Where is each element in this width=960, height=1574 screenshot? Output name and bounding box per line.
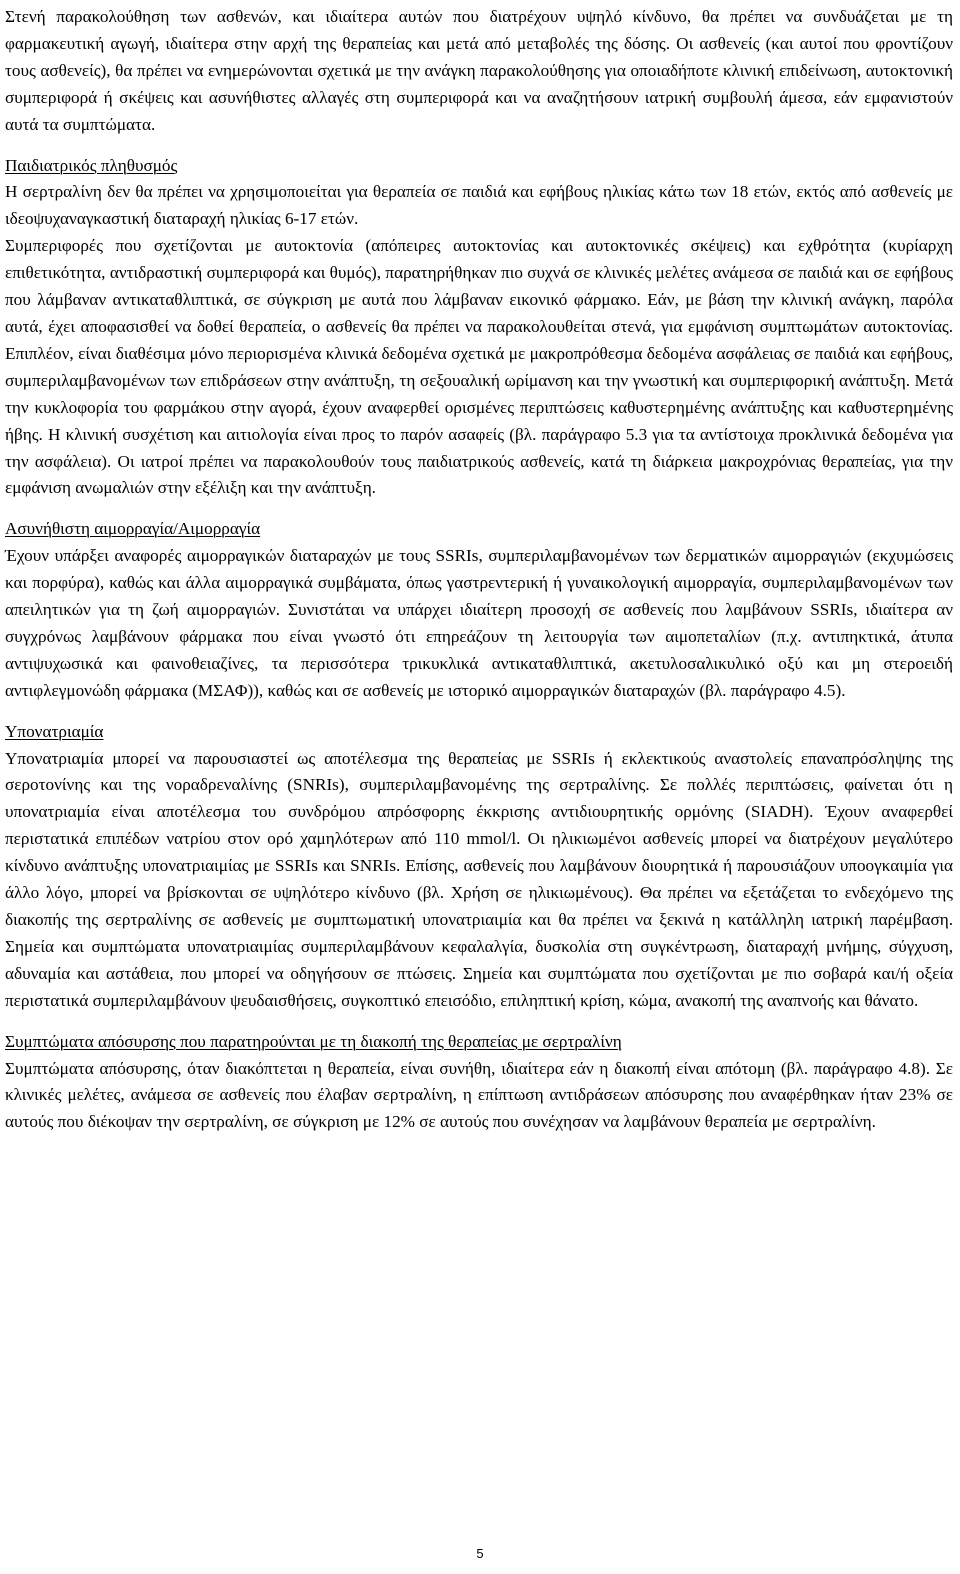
section-gap — [5, 139, 953, 153]
hyponatremia-section — [5, 719, 953, 1015]
section-heading-withdrawal: Συμπτώματα απόσυρσης που παρατηρούνται με τη διακοπή της θεραπείας με σερτραλίνη — [5, 1031, 622, 1051]
section-heading-bleeding: Ασυνήθιστη αιμορραγία/Αιμορραγία — [5, 519, 261, 539]
section-gap — [5, 502, 953, 516]
hyponatremia-paragraph: Υπονατριαμία μπορεί να παρουσιαστεί ως αποτέλεσμα της θεραπείας με SSRIs ή εκλεκτικούς αναστολείς επαναπρόσληψης της σεροτονίνης και της νοραδρεναλίνης (SNRIs), συμπεριλαμβανομένης της σερτραλίνης. Σε πολλές περιπτώσεις, φαίνεται ότι η υπονατριαμία είναι αποτέλεσμα του συνδρόμου απρόσφορης έκκρισης αντιδιουρητικής ορμόνης (SIADH). Έχουν αναφερθεί περιστατικά επιπέδων νατρίου στον ορό χαμηλότερων από 110 mmol/l. Οι ηλικιωμένοι ασθενείς μπορεί να διατρέχουν μεγαλύτερο κίνδυνο ανάπτυξης υπονατριαιμίας με SSRIs και SNRIs. Επίσης, ασθενείς που λαμβάνουν διουρητικά ή παρουσιάζουν υποογκαιμία για άλλο λόγο, μπορεί να βρίσκονται σε υψηλότερο κίνδυνο (βλ. Χρήση σε ηλικιωμένους). Θα πρέπει να εξετάζεται το ενδεχόμενο της διακοπής της σερτραλίνης σε ασθενείς με συμπτωματική υπονατριαιμία και θα πρέπει να ξεκινά η κατάλληλη ιατρική παρέμβαση. Σημεία και συμπτώματα υπονατριαιμίας συμπεριλαμβάνουν κεφαλαλγία, δυσκολία στη συγκέντρωση, διαταραχή μνήμης, σύγχυση, αδυναμία και αστάθεια, που μπορεί να οδηγήσουν σε πτώσεις. Σημεία και συμπτώματα που σχετίζονται με πιο σοβαρά και/ή οξεία περιστατικά συμπεριλαμβάνουν ψευδαισθήσεις, συγκοπτικό επεισόδιο, επιληπτική κρίση, κώμα, ανακοπή της αναπνοής και θάνατο. — [5, 748, 953, 1010]
pediatric-section — [5, 153, 953, 503]
section-gap — [5, 1015, 953, 1029]
bleeding-paragraph: Έχουν υπάρξει αναφορές αιμορραγικών διαταραχών με τους SSRIs, συμπεριλαμβανομένων των δερματικών αιμορραγιών (εκχυμώσεις και πορφύρα), καθώς και άλλα αιμορραγικά συμβάματα, όπως γαστρεντερική ή γυναικολογική αιμορραγία, συμπεριλαμβανομένων των απειλητικών για τη ζωή αιμορραγιών. Συνιστάται να υπάρχει ιδιαίτερη προσοχή σε ασθενείς που λαμβάνουν SSRIs, ιδιαίτερα αν συγχρόνως λαμβάνουν φάρμακα που είναι γνωστό ότι επηρεάζουν τη λειτουργία των αιμοπεταλίων (π.χ. αντιπηκτικά, άτυπα αντιψυχωσικά και φαινοθειαζίνες, τα περισσότερα τρικυκλικά αντικαταθλιπτικά, ακετυλοσαλικυλικό οξύ και μη στεροειδή αντιφλεγμονώδη φάρμακα (ΜΣΑΦ)), καθώς και σε ασθενείς με ιστορικό αιμορραγικών διαταραχών (βλ. παράγραφο 4.5). — [5, 546, 953, 700]
withdrawal-section — [5, 1029, 953, 1137]
intro-paragraph: Στενή παρακολούθηση των ασθενών, και ιδιαίτερα αυτών που διατρέχουν υψηλό κίνδυνο, θα πρέπει να συνδυάζεται με τη φαρμακευτική αγωγή, ιδιαίτερα στην αρχή της θεραπείας και μετά από μεταβολές της δόσης. Οι ασθενείς (και αυτοί που φροντίζουν τους ασθενείς), θα πρέπει να ενημερώνονται σχετικά με την ανάγκη παρακολούθησης για οποιαδήποτε κλινική επιδείνωση, αυτοκτονική συμπεριφορά ή σκέψεις και ασυνήθιστες αλλαγές στη συμπεριφορά και να αναζητήσουν ιατρική συμβουλή άμεσα, εάν εμφανιστούν αυτά τα συμπτώματα. — [5, 7, 953, 134]
section-gap — [5, 705, 953, 719]
section-heading-pediatric: Παιδιατρικός πληθυσμός — [5, 155, 178, 175]
bleeding-section — [5, 516, 953, 704]
page-number: 5 — [476, 1546, 484, 1561]
withdrawal-paragraph: Συμπτώματα απόσυρσης, όταν διακόπτεται η θεραπεία, είναι συνήθη, ιδιαίτερα εάν η διακοπή είναι απότομη (βλ. παράγραφο 4.8). Σε κλινικές μελέτες, ανάμεσα σε ασθενείς που έλαβαν σερτραλίνη, η επίπτωση αντιδράσεων απόσυρσης που αναφέρθηκαν ήταν 23% σε αυτούς που διέκοψαν την σερτραλίνη, σε σύγκριση με 12% σε αυτούς που συνέχησαν να λαμβάνουν θεραπεία με σερτραλίνη. — [5, 1058, 953, 1132]
pediatric-paragraph-2: Συμπεριφορές που σχετίζονται με αυτοκτονία (απόπειρες αυτοκτονίας και αυτοκτονικές σκέψεις) και εχθρότητα (κυρίαρχη επιθετικότητα, αντιδραστική συμπεριφορά και θυμός), παρατηρήθηκαν πιο συχνά σε κλινικές μελέτες ανάμεσα σε παιδιά και σε εφήβους που λάμβαναν αντικαταθλιπτικά, σε σύγκριση με αυτά που λάμβαναν εικονικό φάρμακο. Εάν, με βάση την κλινική ανάγκη, παρόλα αυτά, έχει αποφασισθεί να δοθεί θεραπεία, ο ασθενείς θα πρέπει να παρακολουθείται στενά, για εμφάνιση συμπτωμάτων αυτοκτονίας. Επιπλέον, είναι διαθέσιμα μόνο περιορισμένα κλινικά δεδομένα σχετικά με μακροπρόθεσμα δεδομένα ασφάλειας σε παιδιά και εφήβους, συμπεριλαμβανομένων των επιδράσεων στην ανάπτυξη, τη σεξουαλική ωρίμανση και την γνωστική και συμπεριφορική ανάπτυξη. Μετά την κυκλοφορία του φαρμάκου στην αγορά, έχουν αναφερθεί ορισμένες περιπτώσεις καθυστερημένης ανάπτυξης και καθυστερημένης ήβης. Η κλινική συσχέτιση και αιτιολογία είναι προς το παρόν ασαφείς (βλ. παράγραφο 5.3 για τα αντίστοιχα προκλινικά δεδομένα για την ασφάλεια). Οι ιατροί πρέπει να παρακολουθούν τους παιδιατρικούς ασθενείς, κατά τη διάρκεια μακροχρόνιας θεραπείας, για την εμφάνιση ανωμαλιών στην εξέλιξη και την ανάπτυξη. — [5, 236, 953, 498]
document-page — [5, 4, 953, 1136]
section-heading-hyponatremia: Υπονατριαμία — [5, 721, 104, 741]
pediatric-paragraph-1: Η σερτραλίνη δεν θα πρέπει να χρησιμοποιείται για θεραπεία σε παιδιά και εφήβους ηλικίας κάτω των 18 ετών, εκτός από ασθενείς με ιδεοψυχαναγκαστική διαταραχή ηλικίας 6-17 ετών. — [5, 182, 953, 229]
